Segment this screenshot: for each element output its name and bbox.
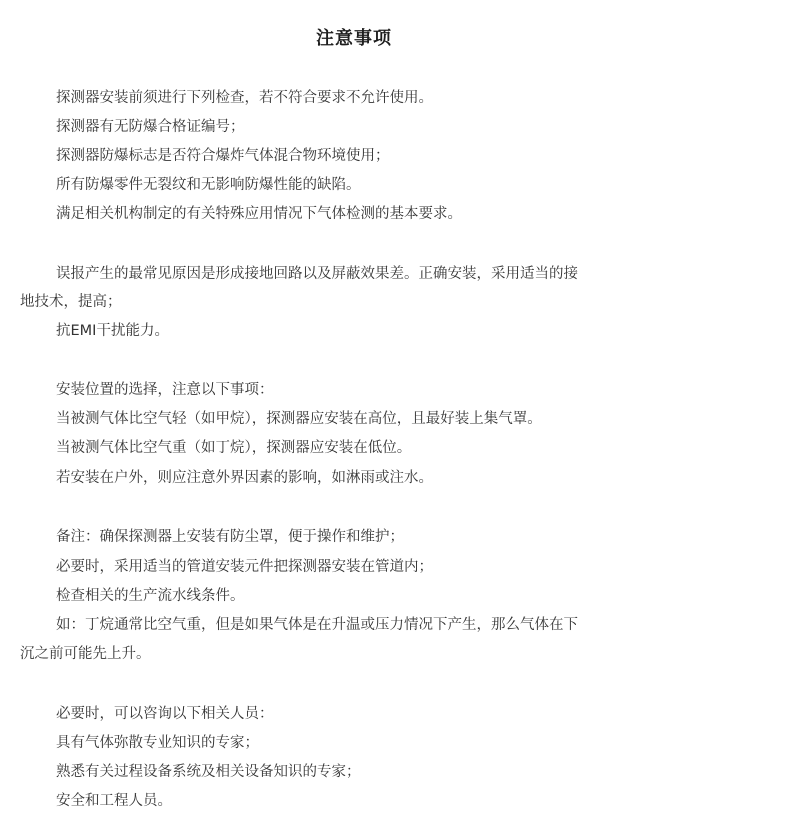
paragraph-line: 具有气体弥散专业知识的专家； — [56, 735, 259, 751]
paragraph-line: 若安装在户外，则应注意外界因素的影响，如淋雨或注水。 — [56, 470, 433, 486]
paragraph-line: 如：丁烷通常比空气重，但是如果气体是在升温或压力情况下产生，那么气体在下 — [56, 617, 578, 633]
paragraph-line: 安装位置的选择，注意以下事项： — [56, 382, 274, 398]
paragraph-line: 抗EMI干扰能力。 — [56, 323, 169, 339]
paragraph-line: 地技术，提高； — [20, 294, 122, 310]
paragraph-line: 探测器安装前须进行下列检查，若不符合要求不允许使用。 — [56, 90, 433, 106]
page-title: 注意事项 — [316, 28, 392, 49]
paragraph-line: 必要时，采用适当的管道安装元件把探测器安装在管道内； — [56, 559, 433, 575]
paragraph-line: 所有防爆零件无裂纹和无影响防爆性能的缺陷。 — [56, 177, 361, 193]
paragraph-line: 必要时，可以咨询以下相关人员： — [56, 706, 274, 722]
paragraph-line: 沉之前可能先上升。 — [20, 646, 151, 662]
paragraph-line: 安全和工程人员。 — [56, 793, 172, 809]
paragraph-line: 满足相关机构制定的有关特殊应用情况下气体检测的基本要求。 — [56, 206, 462, 222]
paragraph-line: 熟悉有关过程设备系统及相关设备知识的专家； — [56, 764, 361, 780]
paragraph-line: 当被测气体比空气轻（如甲烷），探测器应安装在高位，且最好装上集气罩。 — [56, 411, 542, 427]
paragraph-line: 误报产生的最常见原因是形成接地回路以及屏蔽效果差。正确安装，采用适当的接 — [56, 266, 578, 282]
paragraph-line: 探测器有无防爆合格证编号； — [56, 119, 245, 135]
paragraph-line: 检查相关的生产流水线条件。 — [56, 588, 245, 604]
paragraph-line: 备注：确保探测器上安装有防尘罩，便于操作和维护； — [56, 529, 404, 545]
paragraph-line: 当被测气体比空气重（如丁烷），探测器应安装在低位。 — [56, 440, 412, 456]
paragraph-line: 探测器防爆标志是否符合爆炸气体混合物环境使用； — [56, 148, 390, 164]
